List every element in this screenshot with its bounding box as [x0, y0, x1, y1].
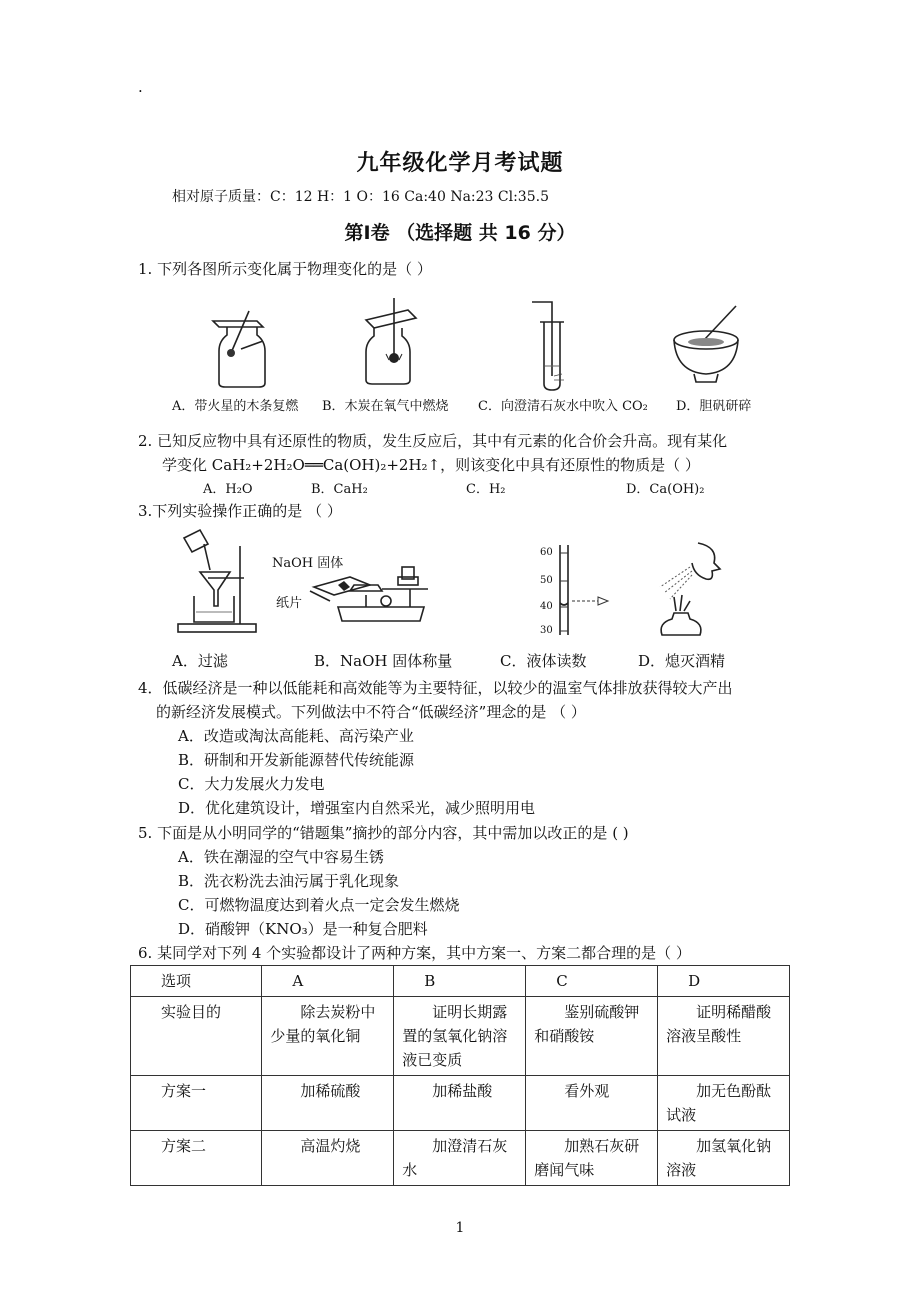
table-header-cell: D	[658, 966, 790, 997]
table-cell: 看外观	[526, 1076, 658, 1131]
q2-option-b: B．CaH₂	[311, 482, 368, 497]
q2-line2: 学变化 CaH₂+2H₂O══Ca(OH)₂+2H₂↑，则该变化中具有还原性的物质是（ ）	[162, 456, 700, 474]
q5-option-b: B．洗衣粉洗去油污属于乳化现象	[178, 872, 400, 890]
q2-line1: 2. 已知反应物中具有还原性的物质，发生反应后，其中有元素的化合价会升高。现有某化	[138, 432, 728, 450]
table-cell: 加无色酚酞试液	[658, 1076, 790, 1131]
table-cell: 证明长期露置的氢氧化钠溶液已变质	[394, 997, 526, 1076]
table-cell: 加熟石灰研磨闻气味	[526, 1131, 658, 1186]
table-cell: 除去炭粉中少量的氧化铜	[262, 997, 394, 1076]
table-cell: 证明稀醋酸溶液呈酸性	[658, 997, 790, 1076]
table-cell: 加澄清石灰水	[394, 1131, 526, 1186]
scale-tick-30: 30	[540, 625, 553, 636]
q5-stem: 5. 下面是从小明同学的“错题集”摘抄的部分内容，其中需加以改正的是 ( )	[138, 824, 629, 842]
q1-caption-a: A．带火星的木条复燃	[172, 399, 299, 414]
q6-stem: 6. 某同学对下列 4 个实验都设计了两种方案，其中方案一、方案二都合理的是（ ）	[138, 944, 691, 962]
q4-option-b: B．研制和开发新能源替代传统能源	[178, 751, 415, 769]
table-cell: 实验目的	[131, 997, 262, 1076]
scale-tick-40: 40	[540, 601, 553, 612]
q2-option-d: D．Ca(OH)₂	[626, 482, 705, 497]
q3-label-naoh: NaOH 固体	[272, 556, 344, 571]
table-cell: 加稀盐酸	[394, 1076, 526, 1131]
q5-option-c: C．可燃物温度达到着火点一定会发生燃烧	[178, 896, 460, 914]
page-number: 1	[455, 1220, 465, 1236]
table-header-cell: B	[394, 966, 526, 997]
table-header-cell: A	[262, 966, 394, 997]
q4-option-d: D．优化建筑设计，增强室内自然采光，减少照明用电	[178, 799, 536, 817]
q1-caption-b: B．木炭在氧气中燃烧	[322, 399, 449, 414]
table-header-row	[131, 966, 790, 997]
table-header-cell: C	[526, 966, 658, 997]
q2-option-c: C．H₂	[466, 482, 506, 497]
table-cell: 鉴别硫酸钾和硝酸铵	[526, 997, 658, 1076]
q3-figure-a	[178, 526, 258, 636]
table-row	[131, 1131, 790, 1186]
q3-figure-d	[650, 543, 735, 643]
q1-figure-b	[358, 298, 428, 388]
q4-option-c: C．大力发展火力发电	[178, 775, 325, 793]
section-heading: 第Ⅰ卷 （选择题 共 16 分）	[344, 222, 576, 244]
table-row	[131, 1076, 790, 1131]
scale-tick-50: 50	[540, 575, 553, 586]
q4-option-a: A．改造或淘汰高能耗、高污染产业	[178, 727, 414, 745]
q5-option-d: D．硝酸钾（KNO₃）是一种复合肥料	[178, 920, 428, 938]
q1-figure-c	[528, 296, 578, 391]
atomic-masses: 相对原子质量：C：12 H：1 O：16 Ca:40 Na:23 Cl:35.5	[172, 189, 549, 205]
q6-table	[130, 965, 790, 1186]
q1-stem: 1. 下列各图所示变化属于物理变化的是（ ）	[138, 260, 432, 278]
table-cell: 加氢氧化钠溶液	[658, 1131, 790, 1186]
header-dot: .	[138, 78, 143, 96]
table-cell: 方案二	[131, 1131, 262, 1186]
q4-line1: 4．低碳经济是一种以低能耗和高效能等为主要特征，以较少的温室气体排放获得较大产出	[138, 679, 733, 697]
q3-label-paper: 纸片	[276, 596, 303, 611]
table-row	[131, 997, 790, 1076]
table-cell: 高温灼烧	[262, 1131, 394, 1186]
q1-figure-a	[205, 305, 285, 390]
q4-line2: 的新经济发展模式。下列做法中不符合“低碳经济”理念的是 （ ）	[156, 703, 586, 721]
q1-caption-c: C．向澄清石灰水中吹入 CO₂	[478, 399, 648, 414]
q3-caption-a: A．过滤	[172, 652, 228, 670]
table-cell: 方案一	[131, 1076, 262, 1131]
q3-stem: 3.下列实验操作正确的是 （ ）	[138, 502, 342, 520]
q2-option-a: A．H₂O	[203, 482, 253, 497]
table-header-cell: 选项	[131, 966, 262, 997]
q3-figure-b	[310, 555, 440, 635]
table-cell: 加稀硫酸	[262, 1076, 394, 1131]
q3-caption-d: D．熄灭酒精	[638, 652, 726, 670]
q3-caption-b: B．NaOH 固体称量	[314, 652, 453, 670]
page-title: 九年级化学月考试题	[356, 151, 564, 176]
scale-tick-60: 60	[540, 547, 553, 558]
q1-figure-d	[668, 302, 748, 392]
q5-option-a: A．铁在潮湿的空气中容易生锈	[178, 848, 384, 866]
q3-caption-c: C．液体读数	[500, 652, 587, 670]
q1-caption-d: D．胆矾研碎	[676, 399, 752, 414]
